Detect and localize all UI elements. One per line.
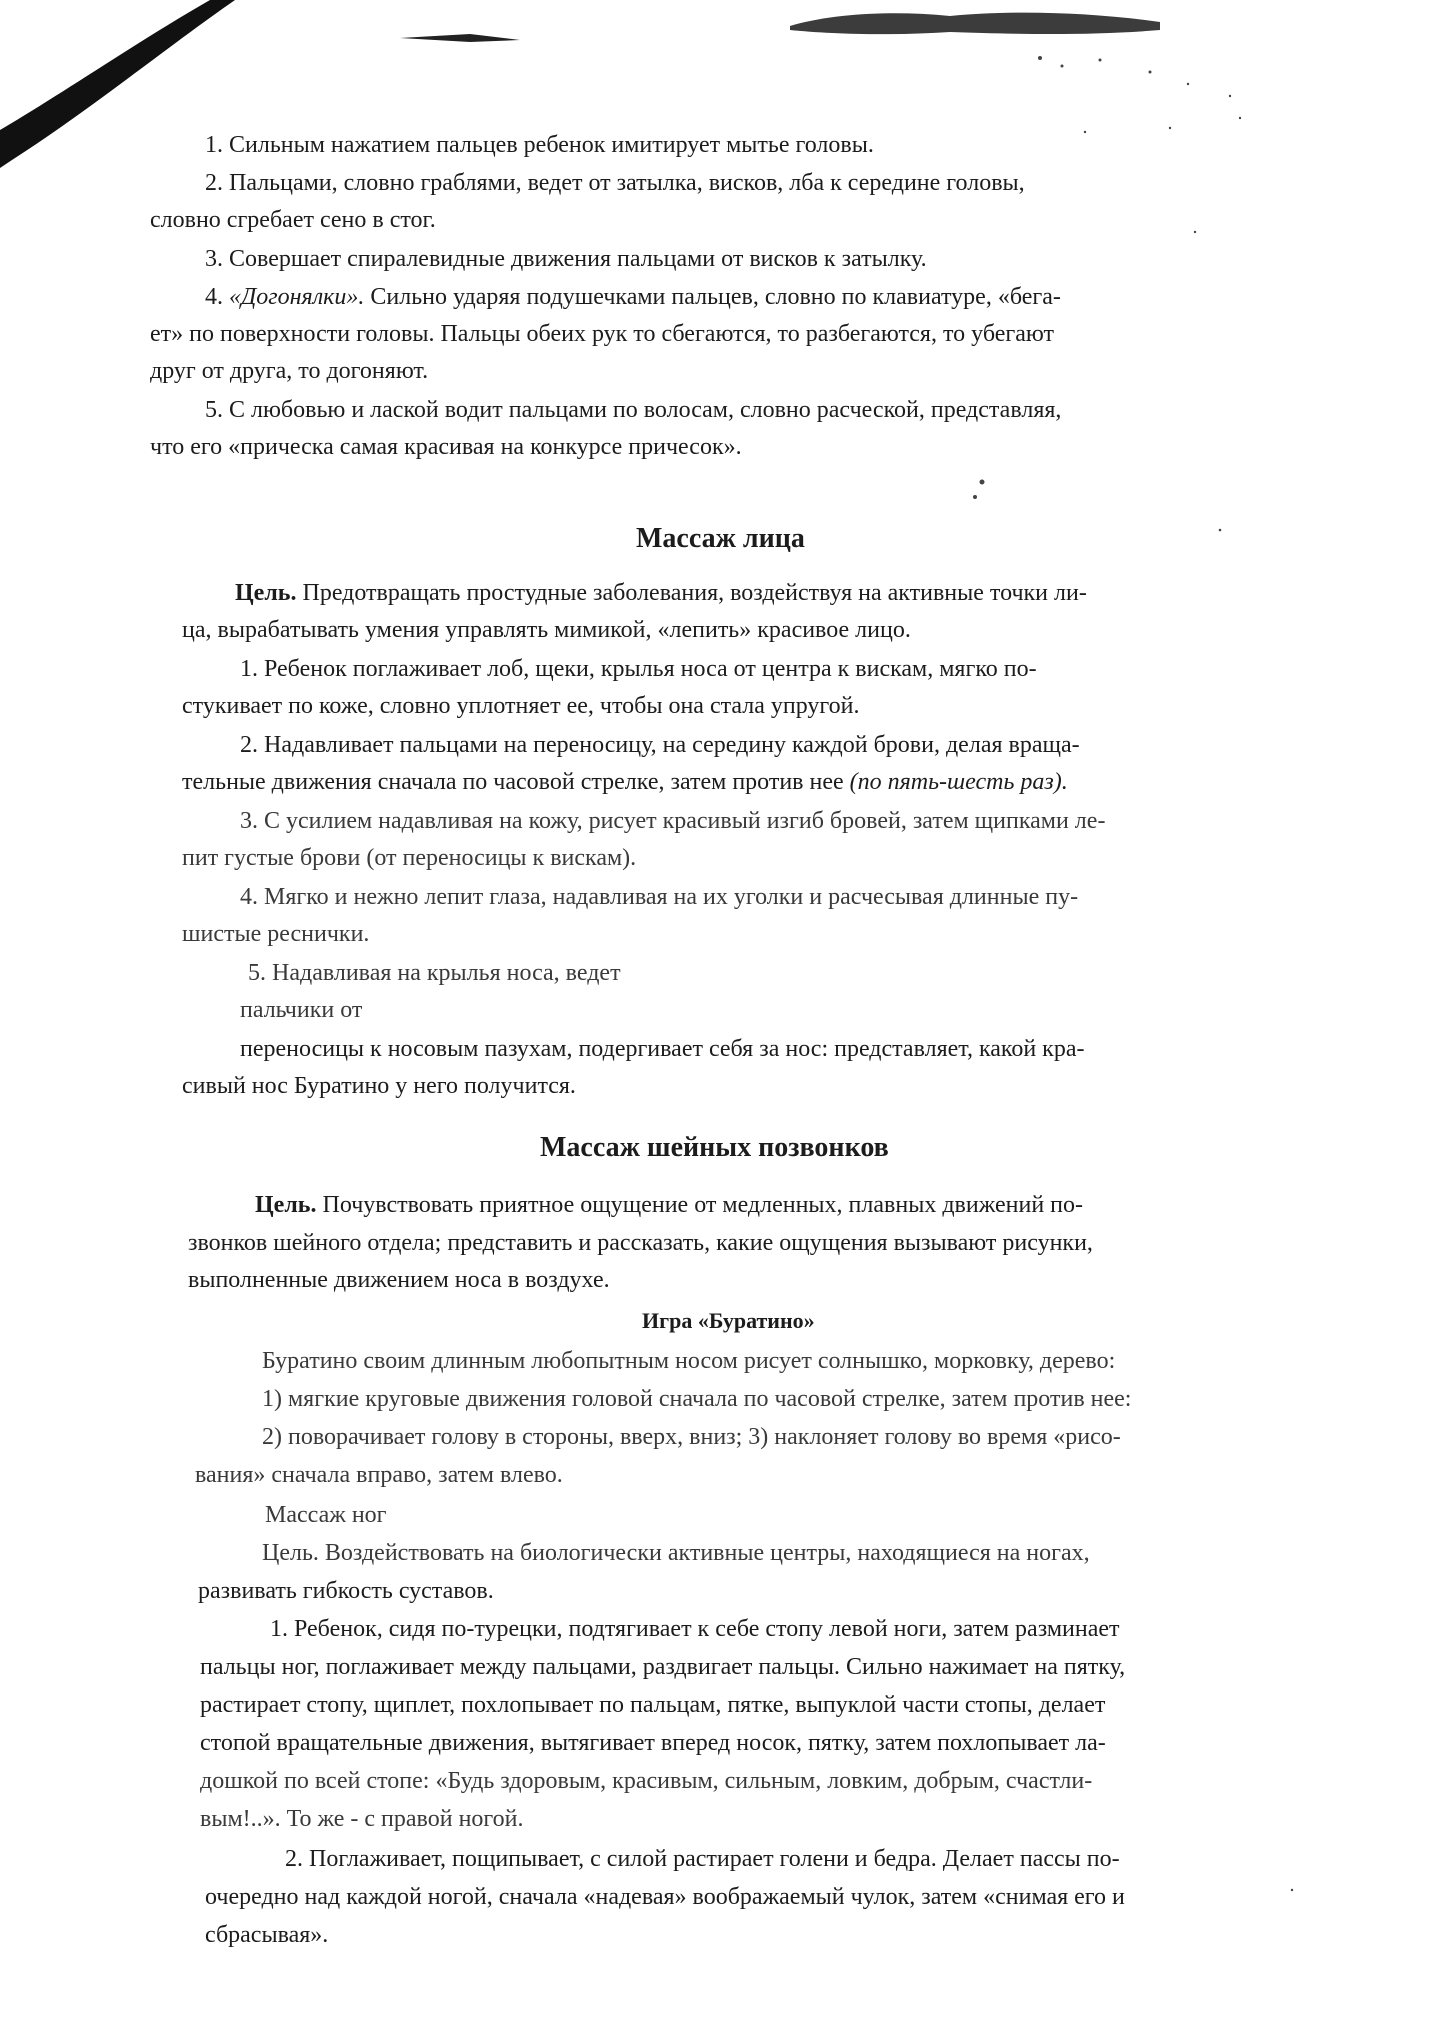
face-line: пит густые брови (от переносицы к вискам).: [182, 845, 637, 871]
face-line-italic: (по пять-шесть раз).: [849, 769, 1068, 795]
top-item-4-cont-2: друг от друга, то догоняют.: [150, 358, 429, 384]
face-line: стукивает по коже, словно уплотняет ее, чтобы она стала упругой.: [182, 693, 860, 719]
game-line: вания» сначала вправо, затем влево.: [195, 1462, 563, 1488]
game-line: 2) поворачивает голову в стороны, вверх, вниз; 3) наклоняет голову во время «рисо-: [262, 1424, 1121, 1450]
game-heading: Игра «Буратино»: [642, 1308, 815, 1333]
neck-goal: [255, 1190, 1083, 1220]
top-item-2-cont: словно сгребает сено в стог.: [150, 207, 436, 233]
face-line: 2. Надавливает пальцами на переносицу, на середину каждой брови, делая враща-: [240, 732, 1080, 758]
feet-line: развивать гибкость суставов.: [198, 1578, 494, 1604]
top-item-1: 1. Сильным нажатием пальцев ребенок имитирует мытье головы.: [205, 132, 874, 158]
face-line: 5. Надавливая на крылья носа, ведет: [248, 960, 621, 986]
face-line: 1. Ребенок поглаживает лоб, щеки, крылья носа от центра к вискам, мягко по-: [240, 656, 1037, 682]
dogonyalki-term: «Догонялки».: [229, 284, 365, 310]
face-line: 4. Мягко и нежно лепит глаза, надавливая на их уголки и расчесывая длинные пу-: [240, 884, 1079, 910]
face-line: 3. С усилием надавливая на кожу, рисует красивый изгиб бровей, затем щипками ле-: [240, 808, 1106, 834]
game-line: Буратино своим длинным любопытным носом рисует солнышко, морковку, дерево:: [262, 1348, 1116, 1374]
face-line: сивый нос Буратино у него получится.: [182, 1073, 576, 1099]
feet-line: пальцы ног, поглаживает между пальцами, раздвигает пальцы. Сильно нажимает на пятку,: [200, 1654, 1126, 1680]
feet-line: вым!..». То же - с правой ногой.: [200, 1806, 524, 1832]
binder-shadow-stroke: [0, 0, 235, 168]
heading-feet-massage: Массаж ног: [265, 1502, 387, 1528]
top-item-4: 4. «Догонялки». Сильно ударяя подушечками пальцев, словно по клавиатуре, «бега-: [205, 284, 1061, 310]
feet-line: очередно над каждой ногой, сначала «надевая» воображаемый чулок, затем «снимая его и: [205, 1884, 1125, 1910]
neck-goal-text: Почувствовать приятное ощущение от медленных, плавных движений по-: [322, 1192, 1083, 1218]
face-goal-label: Цель.: [235, 580, 297, 606]
top-item-5: 5. С любовью и лаской водит пальцами по волосам, словно расческой, представляя,: [205, 397, 1062, 423]
feet-line: сбрасывая».: [205, 1922, 329, 1948]
top-item-4-cont-1: ет» по поверхности головы. Пальцы обеих рук то сбегаются, то разбегаются, то убегают: [150, 321, 1054, 347]
feet-line: 1. Ребенок, сидя по-турецки, подтягивает к себе стопу левой ноги, затем разминает: [270, 1616, 1120, 1642]
feet-line: дошкой по всей стопе: «Будь здоровым, красивым, сильным, ловким, добрым, счастли-: [200, 1768, 1093, 1794]
neck-line: выполненные движением носа в воздухе.: [188, 1267, 610, 1293]
face-line: пальчики от: [240, 997, 363, 1023]
heading-face-massage: Массаж лица: [636, 523, 805, 554]
header-blot: [790, 13, 1160, 35]
face-line: ца, вырабатывать умения управлять мимикой, «лепить» красивое лицо.: [182, 617, 911, 643]
face-goal: [235, 578, 1087, 608]
face-line: [182, 767, 1068, 797]
feet-line: Цель. Воздействовать на биологически активные центры, находящиеся на ногах,: [262, 1540, 1090, 1566]
face-line: шистые реснички.: [182, 921, 370, 947]
neck-line: звонков шейного отдела; представить и рассказать, какие ощущения вызывают рисунки,: [188, 1230, 1093, 1256]
game-line: 1) мягкие круговые движения головой сначала по часовой стрелке, затем против нее:: [262, 1386, 1132, 1412]
top-item-3: 3. Совершает спиралевидные движения пальцами от висков к затылку.: [205, 246, 927, 272]
top-item-5-cont: что его «прическа самая красивая на конкурсе причесок».: [150, 434, 742, 460]
top-item-2: 2. Пальцами, словно граблями, ведет от затылка, висков, лба к середине головы,: [205, 170, 1025, 196]
top-smudge: [400, 34, 520, 42]
heading-neck-massage: Массаж шейных позвонков: [540, 1132, 889, 1163]
feet-line: растирает стопу, щиплет, похлопывает по пальцам, пятке, выпуклой части стопы, делает: [200, 1692, 1106, 1718]
top-item-4-text: Сильно ударяя подушечками пальцев, словно по клавиатуре, «бега-: [370, 284, 1061, 310]
feet-line: стопой вращательные движения, вытягивает вперед носок, пятку, затем похлопывает ла-: [200, 1730, 1106, 1756]
face-goal-text: Предотвращать простудные заболевания, воздействуя на активные точки ли-: [302, 580, 1087, 606]
neck-goal-label: Цель.: [255, 1192, 317, 1218]
feet-line: 2. Поглаживает, пощипывает, с силой растирает голени и бедра. Делает пассы по-: [285, 1846, 1120, 1872]
face-line-text: тельные движения сначала по часовой стрелке, затем против нее: [182, 769, 844, 795]
face-line: переносицы к носовым пазухам, подергивает себя за нос: представляет, какой кра-: [240, 1036, 1085, 1062]
